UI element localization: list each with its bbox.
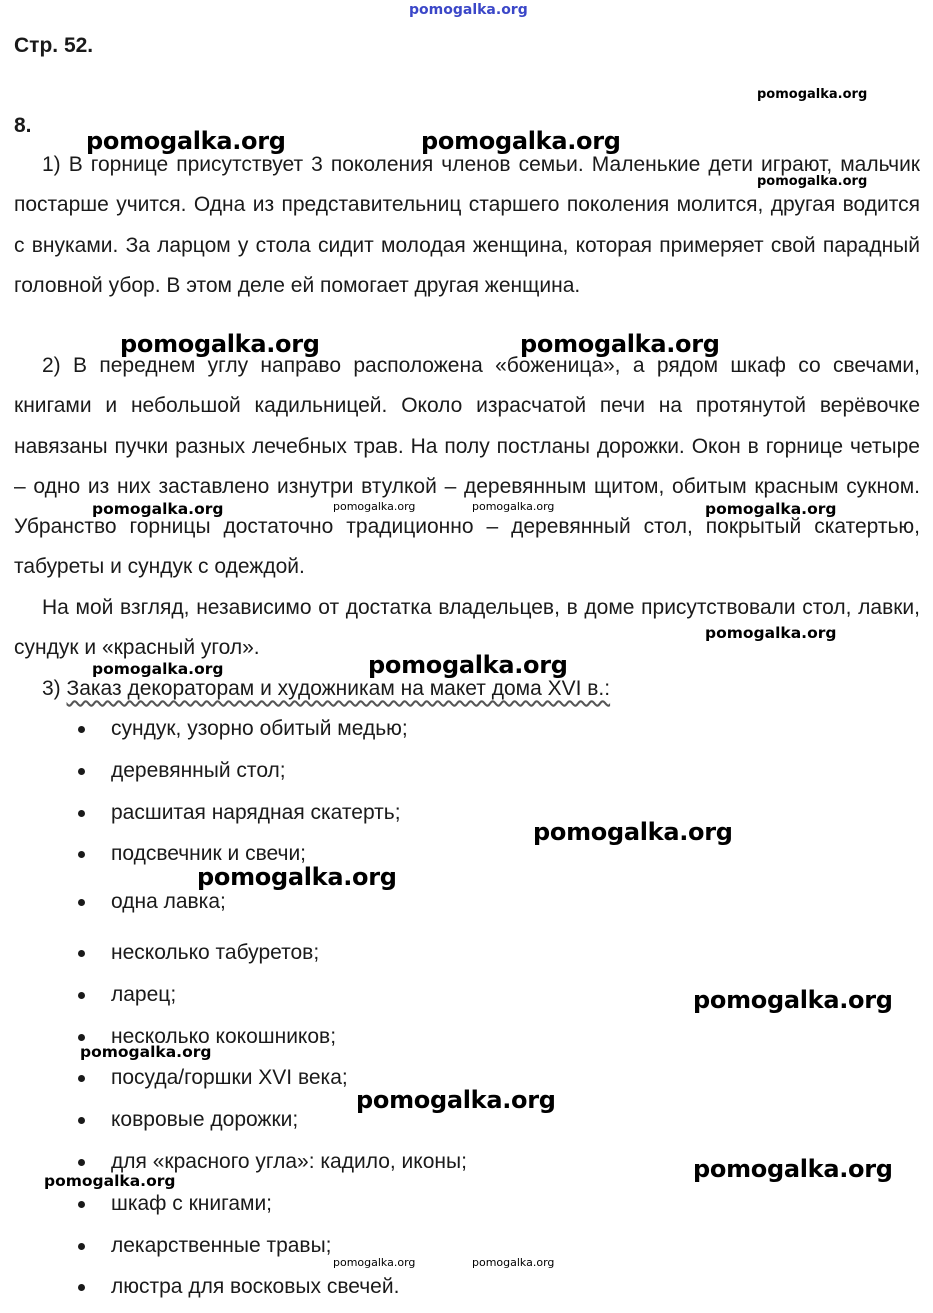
watermark: pomogalka.org [693,986,893,1014]
list-item-text: ковровые дорожки; [111,1108,299,1131]
watermark: pomogalka.org [120,330,320,358]
bullet-icon [78,992,85,999]
paragraph-3: На мой взгляд, независимо от достатка владельцев, в доме присутствовали стол, лавки, сундук и «красный угол». [14,596,920,660]
watermark: pomogalka.org [520,330,720,358]
list-item-text: несколько кокошников; [111,1025,337,1048]
list-item [0,1187,933,1221]
paragraph-1: 1) В горнице присутствует 3 поколения членов семьи. Маленькие дети играют, мальчик постарше учится. Одна из представительниц старшего поколения молится, другая водится с внуками. За ларцом у стола сидит молодая женщина, которая примеряет свой парадный головной убор. В этом деле ей помогает другая женщина. [14,153,920,297]
list-item [0,1270,933,1304]
watermark: pomogalka.org [368,651,568,679]
bullet-icon [78,950,85,957]
watermark: pomogalka.org [693,1155,893,1183]
list-item [0,837,933,871]
watermark: pomogalka.org [757,87,868,102]
list-item-text: деревянный стол; [111,759,286,782]
watermark: pomogalka.org [705,500,837,518]
watermark: pomogalka.org [533,818,733,846]
list-item-text: для «красного угла»: кадило, иконы; [111,1150,467,1173]
list-item-text: ларец; [111,983,177,1006]
list-item-text: несколько табуретов; [111,941,320,964]
list-item-text: шкаф с книгами; [111,1192,273,1215]
watermark: pomogalka.org [356,1086,556,1114]
list-item-text: подсвечник и свечи; [111,842,307,865]
task-number: 8. [14,114,32,137]
bullet-icon [78,899,85,906]
watermark: pomogalka.org [472,1256,555,1269]
bullet-icon [78,810,85,817]
watermark: pomogalka.org [44,1172,176,1190]
watermark: pomogalka.org [333,1256,416,1269]
list-item-text: одна лавка; [111,890,226,913]
list-item [0,936,933,970]
bullet-icon [78,768,85,775]
watermark: pomogalka.org [421,127,621,155]
watermark: pomogalka.org [472,500,555,513]
order-heading-text: Заказ декораторам и художникам на макет дома XVI в.: [66,677,611,700]
watermark: pomogalka.org [92,660,224,678]
list-item-text: расшитая нарядная скатерть; [111,801,401,824]
list-item [0,1229,933,1263]
watermark: pomogalka.org [80,1043,212,1061]
order-number: 3) [42,677,61,700]
bullet-icon [78,1117,85,1124]
bullet-icon [78,1201,85,1208]
bullet-icon [78,1284,85,1291]
watermark: pomogalka.org [757,174,868,189]
list-item-text: сундук, узорно обитый медью; [111,717,408,740]
bullet-icon [78,851,85,858]
page-title: Стр. 52. [14,34,94,57]
bullet-icon [78,1243,85,1250]
watermark: pomogalka.org [92,500,224,518]
list-item [0,754,933,788]
bullet-icon [78,726,85,733]
watermark: pomogalka.org [705,624,837,642]
list-item-text: люстра для восковых свечей. [111,1275,400,1298]
watermark: pomogalka.org [86,127,286,155]
list-item-text: лекарственные травы; [111,1234,332,1257]
list-item [0,796,933,830]
bullet-icon [78,1159,85,1166]
list-item [0,885,933,919]
watermark: pomogalka.org [197,863,397,891]
bullet-icon [78,1075,85,1082]
list-item [0,712,933,746]
watermark-top: pomogalka.org [409,2,528,18]
list-item-text: посуда/горшки XVI века; [111,1066,348,1089]
watermark: pomogalka.org [333,500,416,513]
bullet-icon [78,1034,85,1041]
paragraph-2: 2) В переднем углу направо расположена «боженица», а рядом шкаф со свечами, книгами и небольшой кадильницей. Около израсчатой печи на протянутой верёвочке навязаны пучки разных лечебных трав. На полу постланы дорожки. Окон в горнице четыре – одно из них заставлено изнутри втулкой – деревянным щитом, обитым красным сукном. Убранство горницы достаточно традиционно – деревянный стол, покрытый скатертью, табуреты и сундук с одеждой. [14,354,920,579]
